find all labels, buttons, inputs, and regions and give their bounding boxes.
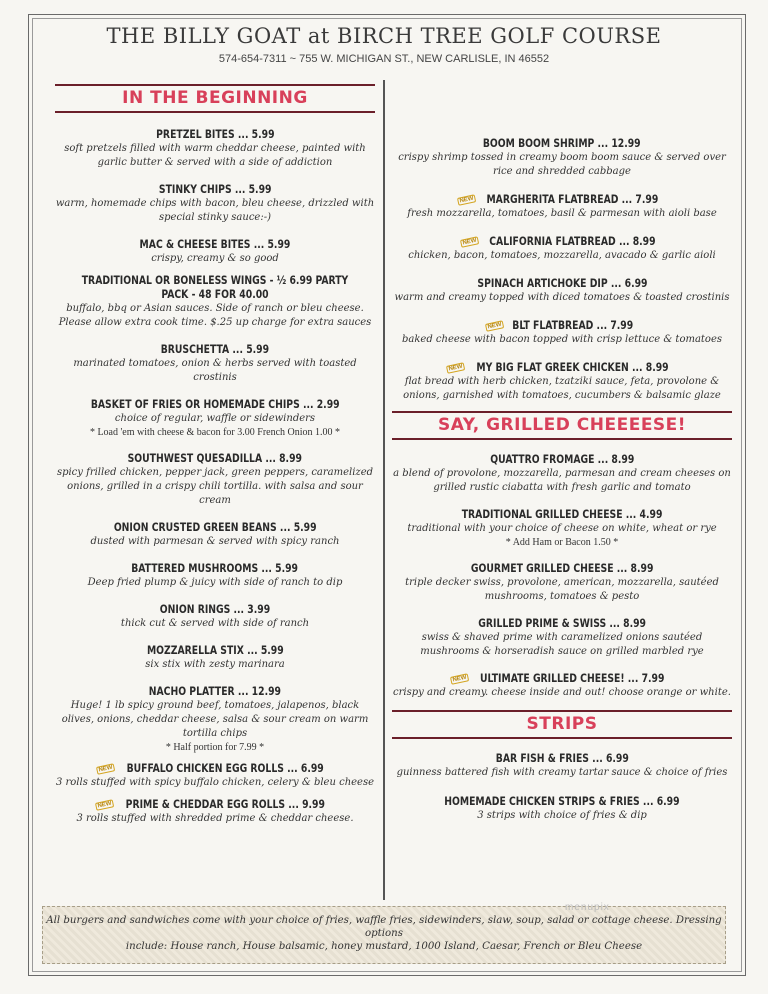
menu-item-name-row xyxy=(392,448,732,467)
menu-item-name: TRADITIONAL GRILLED CHEESE ... 4.99 xyxy=(461,508,663,521)
menu-item xyxy=(392,747,732,780)
menu-item-description: crispy, creamy & so good xyxy=(151,253,279,264)
menu-item-name-row xyxy=(55,557,375,576)
menu-item-name: BATTERED MUSHROOMS ... 5.99 xyxy=(131,562,299,575)
menu-item xyxy=(55,516,375,549)
column-divider xyxy=(383,80,385,900)
menu-item xyxy=(55,680,375,754)
menu-item xyxy=(55,598,375,631)
menu-item-description: triple decker swiss, provolone, american, mozzarella, sautéed mushrooms, tomatoes & pesto xyxy=(405,577,719,602)
menu-item-name-row xyxy=(392,272,732,291)
restaurant-address: 574-654-7311 ~ 755 W. MICHIGAN ST., NEW CARLISLE, IN 46552 xyxy=(218,53,550,65)
menu-item-description: 3 rolls stuffed with spicy buffalo chicken, celery & bleu cheese xyxy=(55,777,375,788)
new-badge-icon: NEW xyxy=(485,320,504,332)
menu-item-name-row xyxy=(55,680,375,699)
menu-item-name-row xyxy=(55,393,375,412)
menu-item-name: ONION CRUSTED GREEN BEANS ... 5.99 xyxy=(113,521,317,534)
menu-item xyxy=(55,178,375,225)
menu-item-name-row xyxy=(55,639,375,658)
new-badge-icon: NEW xyxy=(457,194,476,206)
menu-item xyxy=(55,338,375,385)
menu-item xyxy=(55,447,375,508)
menu-item-description: traditional with your choice of cheese on white, wheat or rye xyxy=(407,523,717,534)
menu-item xyxy=(392,448,732,495)
menu-item-name: BUFFALO CHICKEN EGG ROLLS ... 6.99 xyxy=(126,762,325,775)
menu-item-name-row xyxy=(392,314,732,333)
menu-item-description: 3 rolls stuffed with shredded prime & cheddar cheese. xyxy=(76,813,354,824)
menu-item-description: baked cheese with bacon topped with crisp lettuce & tomatoes xyxy=(402,334,722,345)
section-rule xyxy=(392,737,732,739)
menu-item xyxy=(392,557,732,604)
menu-item xyxy=(55,393,375,439)
menu-item xyxy=(55,793,375,826)
menu-item-description: crispy shrimp tossed in creamy boom boom sauce & served over rice and shredded cabbage xyxy=(398,152,726,177)
section-title-grilled xyxy=(392,411,732,440)
menu-item-name-row xyxy=(392,503,732,522)
menu-item-description: a blend of provolone, mozzarella, parmesan and cream cheeses on grilled rustic ciabatta with fresh garlic and tomato xyxy=(393,468,731,493)
menu-item xyxy=(392,272,732,305)
left-column xyxy=(55,84,375,826)
menu-item xyxy=(392,314,732,347)
new-badge-icon: NEW xyxy=(95,799,114,811)
strips-items xyxy=(392,747,732,823)
menu-item-name: CALIFORNIA FLATBREAD ... 8.99 xyxy=(489,235,656,248)
menu-item-name-row xyxy=(55,757,375,776)
menu-item-description: flat bread with herb chicken, tzatziki sauce, feta, provolone & onions, garnished with tomatoes, cucumbers & balsamic glaze xyxy=(403,376,721,401)
menu-item-name: BLT FLATBREAD ... 7.99 xyxy=(512,319,633,332)
menu-item-name: MAC & CHEESE BITES ... 5.99 xyxy=(139,238,291,251)
menu-item-name: PRIME & CHEDDAR EGG ROLLS ... 9.99 xyxy=(125,798,326,811)
menu-item-name: QUATTRO FROMAGE ... 8.99 xyxy=(489,453,635,466)
menu-item-description: warm, homemade chips with bacon, bleu cheese, drizzled with special stinky sauce:-) xyxy=(55,198,375,223)
menu-item-name: BASKET OF FRIES OR HOMEMADE CHIPS ... 2.99 xyxy=(90,398,340,411)
spacer xyxy=(392,84,732,132)
menu-item-name: HOMEMADE CHICKEN STRIPS & FRIES ... 6.99 xyxy=(444,795,680,808)
menu-item-name-row xyxy=(392,356,732,375)
menu-item-description: warm and creamy topped with diced tomatoes & toasted crostinis xyxy=(394,292,730,303)
menu-item-name: GRILLED PRIME & SWISS ... 8.99 xyxy=(478,617,646,630)
menu-item xyxy=(55,123,375,170)
menu-item-description: chicken, bacon, tomatoes, mozzarella, avacado & garlic aioli xyxy=(408,250,716,261)
right-column xyxy=(392,84,732,823)
menu-item-description: thick cut & served with side of ranch xyxy=(120,618,310,629)
menu-item-name-row xyxy=(55,274,375,302)
menu-item-description: Huge! 1 lb spicy ground beef, tomatoes, jalapenos, black olives, onions, cheddar cheese, salsa & sour cream on warm tortilla chips xyxy=(61,700,369,739)
menu-item-name-row xyxy=(392,557,732,576)
menu-item xyxy=(392,132,732,179)
section-rule xyxy=(392,710,732,712)
menu-item-description: choice of regular, waffle or sidewinders xyxy=(114,413,316,424)
menu-item-name-row xyxy=(392,612,732,631)
menu-item xyxy=(392,356,732,403)
menu-item-description: guinness battered fish with creamy tartar sauce & choice of fries xyxy=(396,767,728,778)
menu-item-name-row xyxy=(55,338,375,357)
section-rule xyxy=(392,411,732,413)
menu-item-description: fresh mozzarella, tomatoes, basil & parmesan with aioli base xyxy=(407,208,717,219)
grilled-items xyxy=(392,448,732,700)
menu-item-name: STINKY CHIPS ... 5.99 xyxy=(158,183,272,196)
section-title-text: IN THE BEGINNING xyxy=(122,88,308,108)
restaurant-title: THE BILLY GOAT at BIRCH TREE GOLF COURSE xyxy=(106,24,662,48)
section-title-text: STRIPS xyxy=(526,714,598,734)
menu-item-name: SOUTHWEST QUESADILLA ... 8.99 xyxy=(127,452,303,465)
menu-item-name: MOZZARELLA STIX ... 5.99 xyxy=(146,644,284,657)
menu-item-name: GOURMET GRILLED CHEESE ... 8.99 xyxy=(470,562,654,575)
menu-item-description: dusted with parmesan & served with spicy ranch xyxy=(90,536,340,547)
menu-item-name-row xyxy=(392,132,732,151)
menu-item-description: Deep fried plump & juicy with side of ranch to dip xyxy=(87,577,343,588)
menu-item-name: BAR FISH & FRIES ... 6.99 xyxy=(495,752,629,765)
menu-item xyxy=(392,790,732,823)
footer-note xyxy=(42,906,726,964)
menu-item xyxy=(55,639,375,672)
menu-item xyxy=(392,230,732,263)
menu-item-name-row xyxy=(392,747,732,766)
menu-item xyxy=(392,612,732,659)
new-badge-icon: NEW xyxy=(460,236,479,248)
menu-item-name-row xyxy=(55,516,375,535)
menu-item-name-row xyxy=(55,233,375,252)
flatbread-items xyxy=(392,132,732,403)
menu-item-description: crispy and creamy. cheese inside and out! choose orange or white. xyxy=(393,687,731,698)
new-badge-icon: NEW xyxy=(450,673,469,685)
menu-item xyxy=(55,757,375,790)
menu-item-description: six stix with zesty marinara xyxy=(145,659,285,670)
menu-item-description: marinated tomatoes, onion & herbs served with toasted crostinis xyxy=(73,358,357,383)
menu-item xyxy=(392,503,732,549)
menu-item-name-row xyxy=(392,188,732,207)
menu-item-name: BRUSCHETTA ... 5.99 xyxy=(160,343,270,356)
menu-item-name: MY BIG FLAT GREEK CHICKEN ... 8.99 xyxy=(476,361,669,374)
menu-item-name: BOOM BOOM SHRIMP ... 12.99 xyxy=(483,137,641,150)
menu-item-name-row xyxy=(55,123,375,142)
section-title-strips xyxy=(392,710,732,739)
menu-item-description: spicy frilled chicken, pepper jack, green peppers, caramelized onions, grilled in a crispy chili tortilla. with salsa and sour cream xyxy=(56,467,374,506)
menu-item xyxy=(55,557,375,590)
footer-line-2: include: House ranch, House balsamic, honey mustard, 1000 Island, Caesar, French or Bleu Cheese xyxy=(125,941,643,952)
menu-item-description: 3 strips with choice of fries & dip xyxy=(477,810,647,821)
menu-item-name-row xyxy=(392,667,732,686)
section-title-beginning xyxy=(55,84,375,113)
section-title-text: SAY, GRILLED CHEEEESE! xyxy=(437,415,687,435)
menu-item-name-row xyxy=(392,790,732,809)
section-rule xyxy=(55,111,375,113)
menu-item xyxy=(392,188,732,221)
menu-item-name: PRETZEL BITES ... 5.99 xyxy=(155,128,275,141)
menu-item-name-row xyxy=(55,598,375,617)
menu-item-name-row xyxy=(55,447,375,466)
menu-item-description: buffalo, bbq or Asian sauces. Side of ranch or bleu cheese. Please allow extra cook time. $.25 up charge for extra sauces xyxy=(58,303,372,328)
section-rule xyxy=(55,84,375,86)
menu-item xyxy=(55,274,375,330)
menu-item xyxy=(392,667,732,700)
new-badge-icon: NEW xyxy=(96,763,115,775)
new-badge-icon: NEW xyxy=(446,362,465,374)
footer-line-1: All burgers and sandwiches come with your choice of fries, waffle fries, sidewinders, slaw, soup, salad or cottage cheese. Dressing options xyxy=(46,915,722,939)
menu-item-name-row xyxy=(55,178,375,197)
menu-item xyxy=(55,233,375,266)
menu-item-name: TRADITIONAL OR BONELESS WINGS - ½ 6.99 PARTY PACK - 48 FOR 40.00 xyxy=(81,274,349,301)
menu-item-name: SPINACH ARTICHOKE DIP ... 6.99 xyxy=(476,277,648,290)
menu-item-name: MARGHERITA FLATBREAD ... 7.99 xyxy=(486,193,659,206)
menu-item-name: ONION RINGS ... 3.99 xyxy=(159,603,271,616)
menu-item-note: * Half portion for 7.99 * xyxy=(165,742,265,753)
menu-item-name-row xyxy=(392,230,732,249)
beginning-items xyxy=(55,123,375,826)
menu-item-name: ULTIMATE GRILLED CHEESE! ... 7.99 xyxy=(480,672,665,685)
menu-item-description: soft pretzels filled with warm cheddar cheese, painted with garlic butter & served with a side of addiction xyxy=(64,143,366,168)
menu-item-note: * Add Ham or Bacon 1.50 * xyxy=(505,537,619,548)
section-rule xyxy=(392,438,732,440)
menu-item-description: swiss & shaved prime with caramelized onions sautéed mushrooms & horseradish sauce on grilled marbled rye xyxy=(420,632,704,657)
menu-item-note: * Load 'em with cheese & bacon for 3.00 French Onion 1.00 * xyxy=(89,427,341,438)
watermark: menupix xyxy=(565,902,610,913)
menu-item-name-row xyxy=(55,793,375,812)
menu-item-name: NACHO PLATTER ... 12.99 xyxy=(148,685,282,698)
